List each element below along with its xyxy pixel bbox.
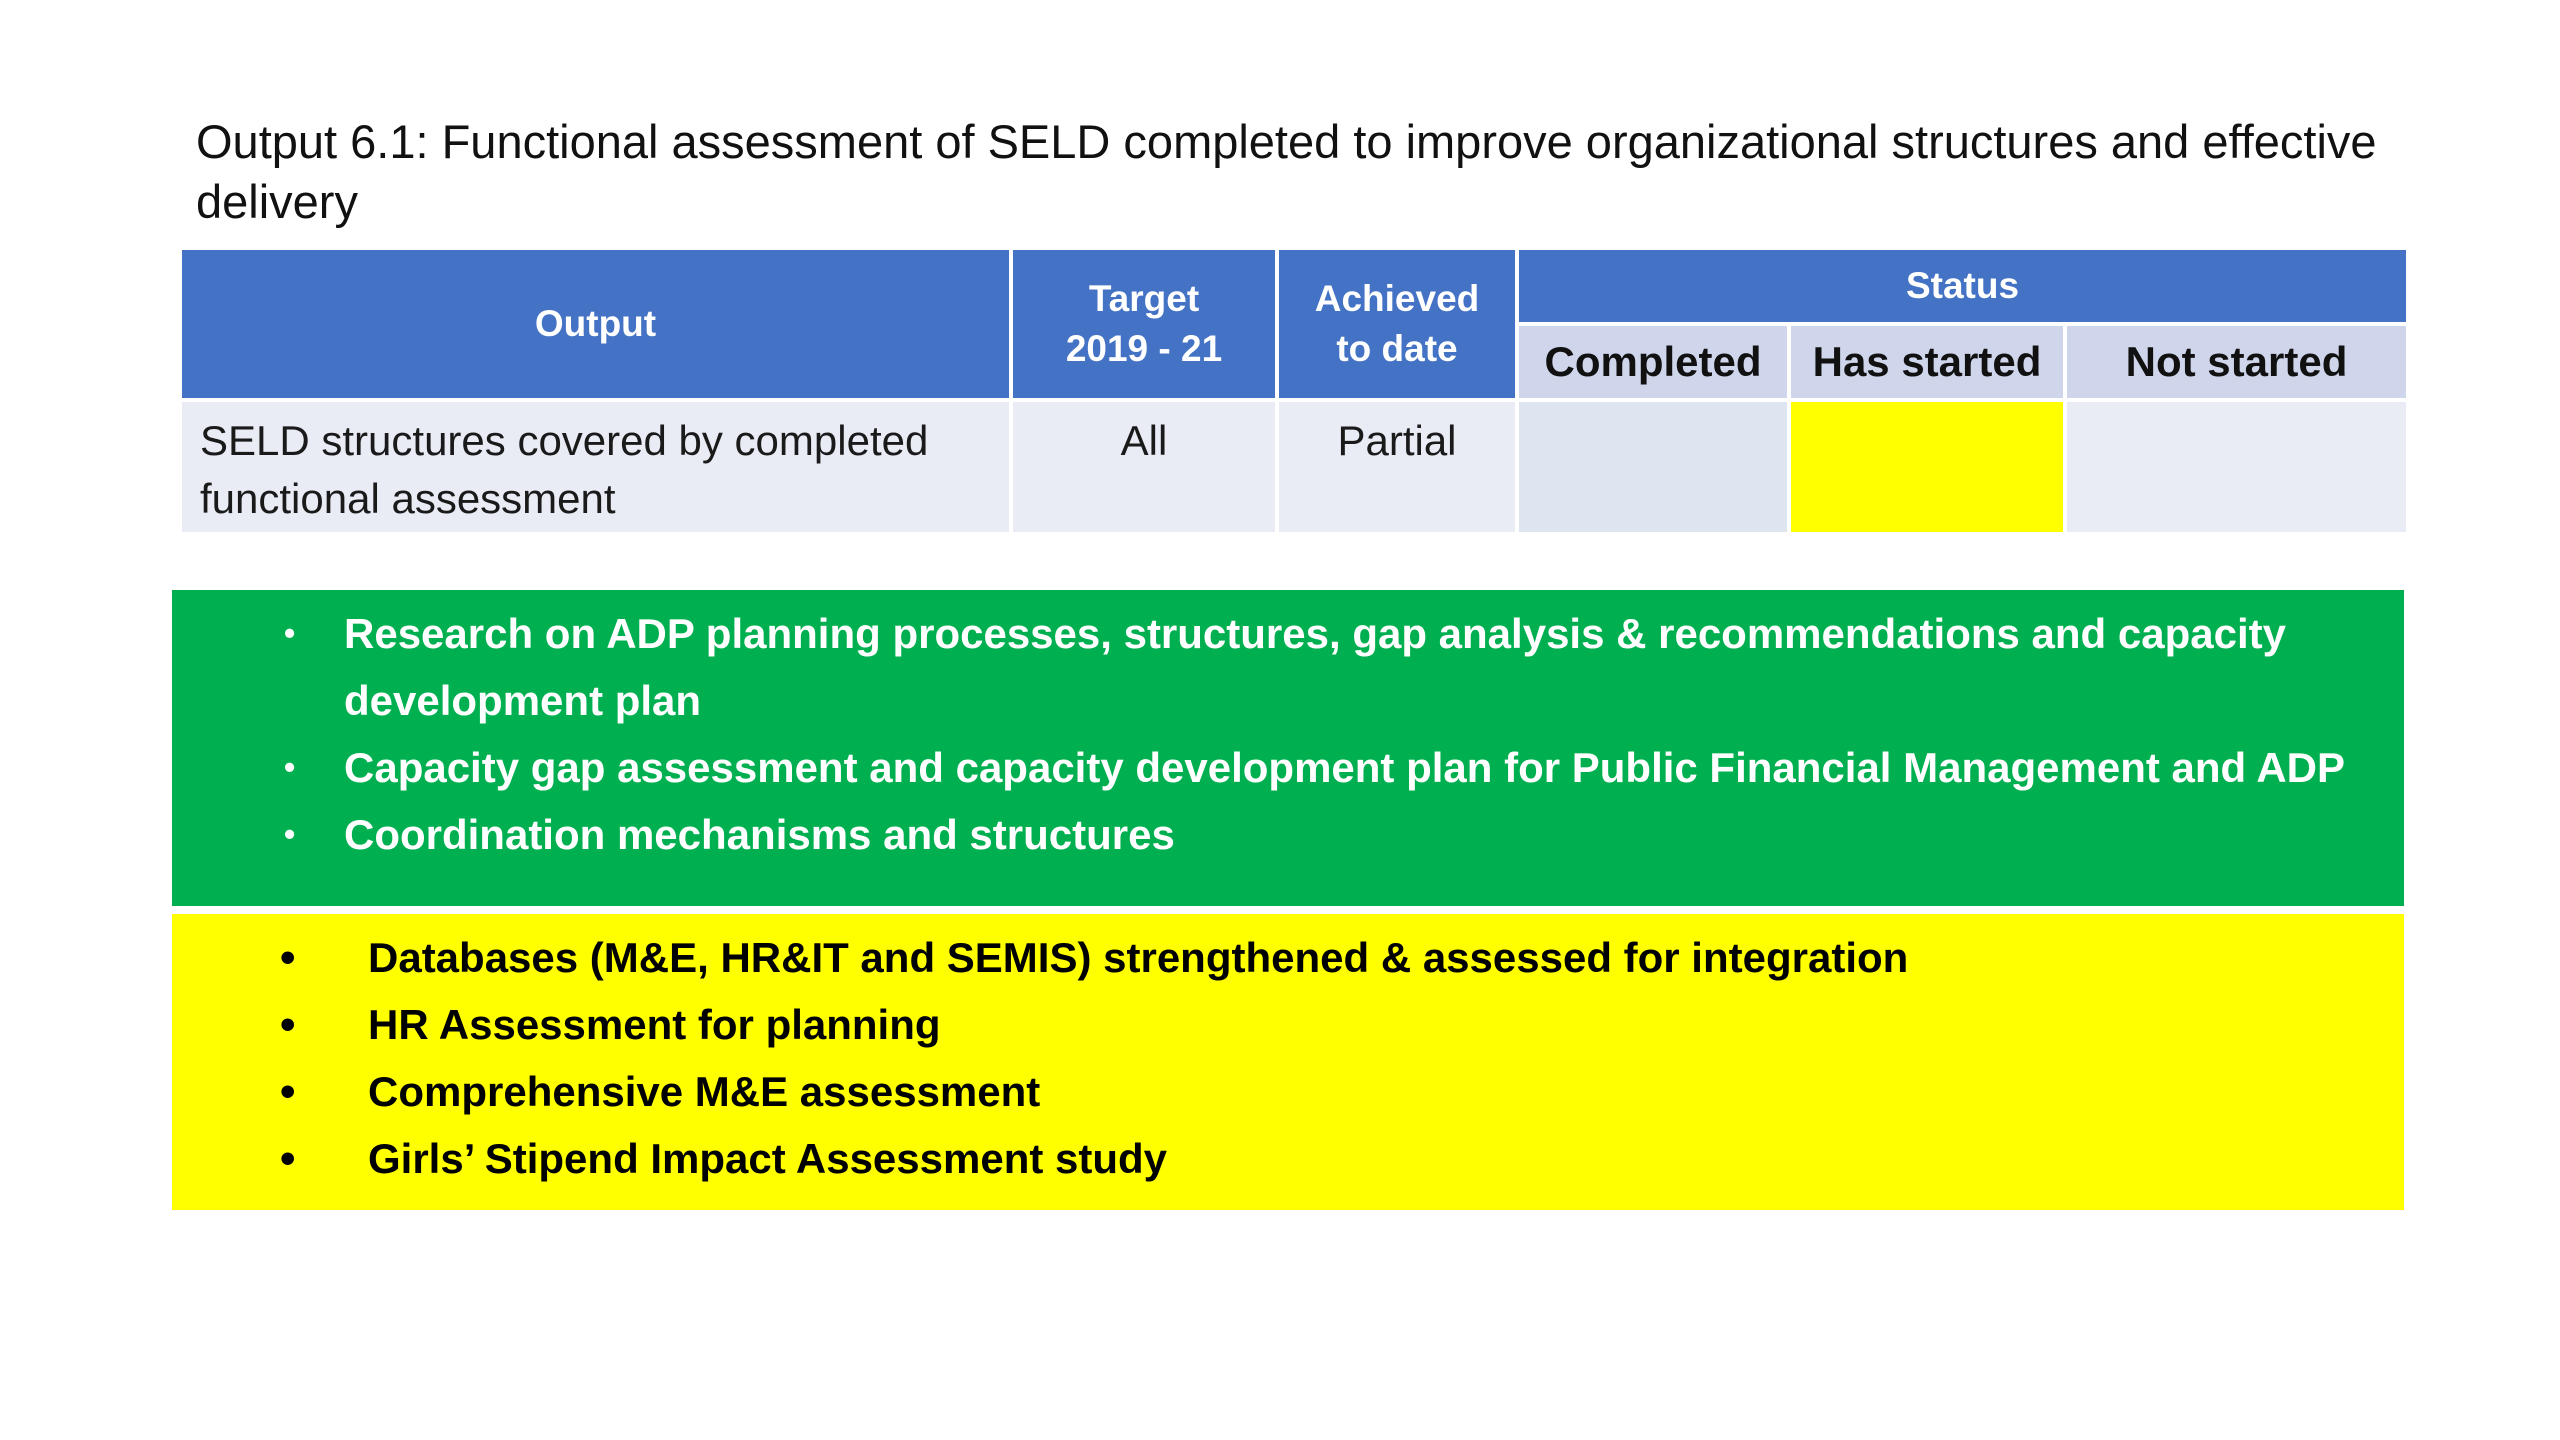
bullet-icon: •	[280, 1000, 296, 1049]
list-item	[172, 1058, 2364, 1125]
header-target-line1: Target	[1088, 278, 1200, 319]
header-achieved-line2: to date	[1336, 328, 1458, 369]
header-status: Status	[1519, 250, 2406, 322]
bullet-icon: •	[280, 1134, 296, 1183]
header-not-started: Not started	[2067, 326, 2406, 398]
list-item	[172, 991, 2364, 1058]
header-achieved	[1279, 250, 1515, 398]
table-row	[182, 402, 2406, 532]
started-activities-list	[172, 914, 2404, 1210]
slide-title: Output 6.1: Functional assessment of SELD completed to improve organizational structures and effective delivery	[196, 115, 2377, 228]
header-target-line2: 2019 - 21	[1065, 328, 1223, 369]
header-completed: Completed	[1519, 326, 1787, 398]
status-completed-cell	[1519, 402, 1787, 532]
cell-target: All	[1013, 402, 1275, 532]
list-item	[172, 734, 2364, 801]
list-item-text: Research on ADP planning processes, structures, gap analysis & recommendations and capacity development plan	[344, 610, 2286, 724]
list-item	[172, 600, 2364, 734]
status-has-started-cell	[1791, 402, 2063, 532]
header-has-started: Has started	[1791, 326, 2063, 398]
list-item-text: Girls’ Stipend Impact Assessment study	[368, 1135, 1168, 1182]
bullet-icon: •	[284, 749, 296, 785]
list-item-text: Databases (M&E, HR&IT and SEMIS) strengthened & assessed for integration	[368, 934, 1909, 981]
output-status-table	[178, 246, 2410, 536]
cell-output: SELD structures covered by completed functional assessment	[182, 402, 1009, 532]
header-output: Output	[182, 250, 1009, 398]
list-item-text: Comprehensive M&E assessment	[368, 1068, 1041, 1115]
header-target	[1013, 250, 1275, 398]
list-item-text: Capacity gap assessment and capacity development plan for Public Financial Management and ADP	[344, 744, 2345, 791]
list-item-text: HR Assessment for planning	[368, 1001, 941, 1048]
cell-achieved: Partial	[1279, 402, 1515, 532]
list-item	[172, 924, 2364, 991]
bullet-icon: •	[280, 933, 296, 982]
status-not-started-cell	[2067, 402, 2406, 532]
completed-activities-list	[172, 590, 2404, 906]
bullet-icon: •	[284, 816, 296, 852]
bullet-icon: •	[284, 615, 296, 651]
bullet-icon: •	[280, 1067, 296, 1116]
list-item-text: Coordination mechanisms and structures	[344, 811, 1175, 858]
list-item	[172, 801, 2364, 868]
header-achieved-line1: Achieved	[1314, 278, 1480, 319]
list-item	[172, 1125, 2364, 1192]
